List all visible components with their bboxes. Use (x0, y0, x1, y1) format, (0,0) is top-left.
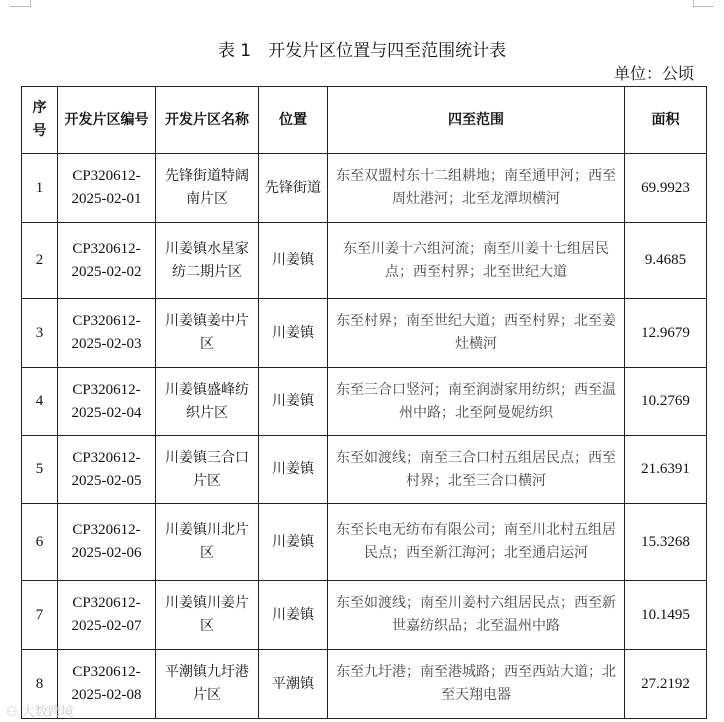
cell-code: CP320612-2025-02-05 (58, 436, 156, 504)
table-row (22, 504, 707, 581)
table-row (22, 299, 707, 368)
cell-range: 东至如渡线；南至三合口村五组居民点；西至村界；北至三合口横河 (328, 436, 625, 504)
header-code: 开发片区编号 (58, 87, 156, 154)
cell-range: 东至长电无纺布有限公司；南至川北村五组居民点；西至新江海河；北至通启运河 (328, 504, 625, 581)
table-row (22, 581, 707, 650)
cell-code: CP320612-2025-02-08 (58, 650, 156, 719)
table-row (22, 650, 707, 719)
cell-area: 12.9679 (625, 299, 707, 368)
cell-code: CP320612-2025-02-01 (58, 154, 156, 223)
cell-seq: 8 (22, 650, 58, 719)
cell-seq: 2 (22, 223, 58, 299)
cell-area: 27.2192 (625, 650, 707, 719)
table-row (22, 154, 707, 223)
watermark-logo: ⚇ 大数跨境 (6, 705, 74, 720)
cell-seq: 6 (22, 504, 58, 581)
zones-table (21, 86, 707, 719)
header-name: 开发片区名称 (156, 87, 259, 154)
cell-area: 15.3268 (625, 504, 707, 581)
cell-name: 川姜镇水星家纺二期片区 (156, 223, 259, 299)
cell-code: CP320612-2025-02-06 (58, 504, 156, 581)
cell-code: CP320612-2025-02-03 (58, 299, 156, 368)
cell-location: 川姜镇 (259, 299, 328, 368)
cell-location: 川姜镇 (259, 368, 328, 436)
header-area: 面积 (625, 87, 707, 154)
cell-area: 21.6391 (625, 436, 707, 504)
cell-name: 川姜镇川姜片区 (156, 581, 259, 650)
cell-range: 东至村界；南至世纪大道；西至村界；北至姜灶横河 (328, 299, 625, 368)
cell-range: 东至如渡线；南至川姜村六组居民点；西至新世嘉纺织品；北至温州中路 (328, 581, 625, 650)
cell-location: 川姜镇 (259, 504, 328, 581)
cell-range: 东至川姜十六组河流；南至川姜十七组居民点；西至村界；北至世纪大道 (328, 223, 625, 299)
page-corner-mark (10, 0, 31, 7)
cell-name: 平潮镇九圩港片区 (156, 650, 259, 719)
cell-area: 9.4685 (625, 223, 707, 299)
cell-range: 东至三合口竖河；南至润澍家用纺织；西至温州中路；北至阿曼妮纺织 (328, 368, 625, 436)
cell-seq: 3 (22, 299, 58, 368)
header-range: 四至范围 (328, 87, 625, 154)
unit-label: 单位：公顷 (613, 64, 694, 83)
cell-name: 川姜镇川北片区 (156, 504, 259, 581)
table-header-row (22, 87, 707, 154)
table-title: 表 1 开发片区位置与四至范围统计表 (217, 41, 507, 61)
cell-seq: 4 (22, 368, 58, 436)
cell-seq: 5 (22, 436, 58, 504)
cell-name: 川姜镇三合口片区 (156, 436, 259, 504)
cell-location: 先锋街道 (259, 154, 328, 223)
table-row (22, 436, 707, 504)
cell-seq: 1 (22, 154, 58, 223)
cell-area: 69.9923 (625, 154, 707, 223)
cell-location: 川姜镇 (259, 436, 328, 504)
header-seq: 序号 (22, 87, 58, 154)
cell-code: CP320612-2025-02-07 (58, 581, 156, 650)
page-corner-mark (693, 0, 714, 7)
cell-location: 川姜镇 (259, 223, 328, 299)
cell-code: CP320612-2025-02-02 (58, 223, 156, 299)
cell-location: 川姜镇 (259, 581, 328, 650)
cell-seq: 7 (22, 581, 58, 650)
cell-area: 10.1495 (625, 581, 707, 650)
cell-range: 东至九圩港；南至港城路；西至西站大道；北至天翔电器 (328, 650, 625, 719)
table-row (22, 223, 707, 299)
header-location: 位置 (259, 87, 328, 154)
cell-name: 川姜镇姜中片区 (156, 299, 259, 368)
cell-range: 东至双盟村东十二组耕地；南至通甲河；西至周灶港河；北至龙潭坝横河 (328, 154, 625, 223)
cell-name: 先锋街道特阔南片区 (156, 154, 259, 223)
cell-location: 平潮镇 (259, 650, 328, 719)
cell-name: 川姜镇盛峰纺织片区 (156, 368, 259, 436)
cell-area: 10.2769 (625, 368, 707, 436)
cell-code: CP320612-2025-02-04 (58, 368, 156, 436)
table-row (22, 368, 707, 436)
